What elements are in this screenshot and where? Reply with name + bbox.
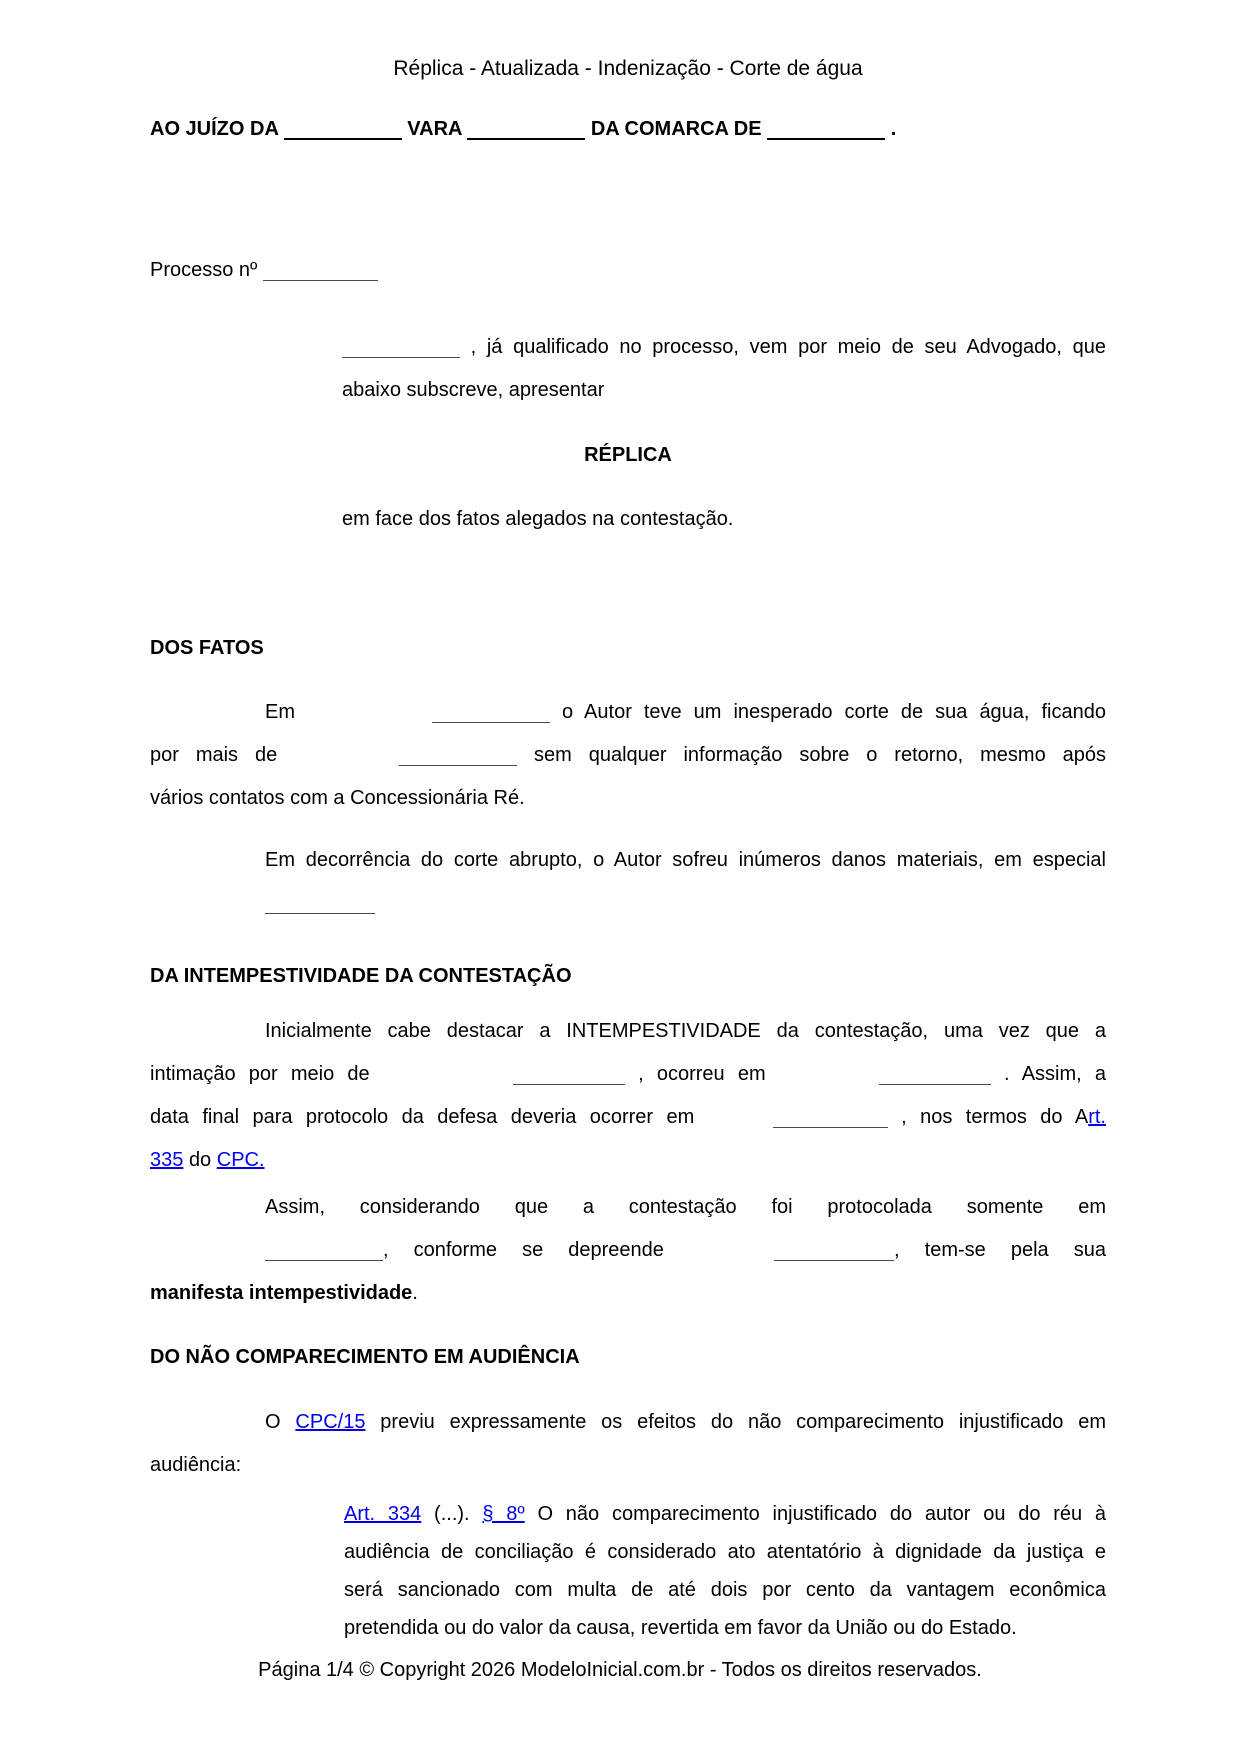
fatos-p2-line-1: Em decorrência do corte abrupto, o Autor sofreu inúmeros danos materiais, em especial [265, 849, 1106, 871]
intemp-text-2b: , ocorreu em [638, 1063, 766, 1085]
em-face-line: em face dos fatos alegados na contestação. [342, 508, 734, 530]
intro-line-2: abaixo subscreve, apresentar [342, 379, 605, 401]
blank-field-comarca [767, 118, 885, 140]
intemp-p2-period: . [412, 1282, 418, 1304]
intemp-p2-line-2 [150, 1229, 1106, 1272]
intempestividade-paragraph-2 [150, 1186, 1106, 1315]
intro-text-1: , já qualificado no processo, vem por meio de seu Advogado, que [470, 336, 1106, 358]
fatos-text-1b: o Autor teve um inesperado corte de sua água, ficando [562, 701, 1106, 723]
court-text-1: AO JUÍZO DA [150, 118, 279, 140]
aud-p1-line-1 [150, 1401, 1106, 1444]
intemp-text-3b: , nos termos do A [901, 1106, 1089, 1128]
section-heading-audiencia: DO NÃO COMPARECIMENTO EM AUDIÊNCIA [150, 1346, 580, 1368]
intemp-text-2c: . Assim, a [1004, 1063, 1107, 1085]
court-text-3: DA COMARCA DE [590, 118, 762, 140]
intemp-p1-line-1: Inicialmente cabe destacar a INTEMPESTIVIDADE da contestação, uma vez que a [265, 1020, 1106, 1042]
quote-text-1: O não comparecimento injustificado do autor ou do réu à [537, 1503, 1107, 1525]
court-text-2: VARA [407, 118, 462, 140]
intemp-p2-text-2b: , tem-se pela sua [894, 1239, 1106, 1261]
law-quote-block [344, 1495, 1106, 1647]
link-art-334[interactable]: Art. 334 [344, 1503, 422, 1525]
intemp-p1-line-4 [150, 1139, 1106, 1182]
blank-field-intimation-date [879, 1064, 991, 1085]
case-number-label: Processo nº [150, 259, 258, 281]
blank-field-vara-type [467, 118, 585, 140]
fatos-text-1a: Em [265, 701, 295, 723]
blank-field-deadline-date [773, 1107, 888, 1128]
document-title: Réplica - Atualizada - Indenização - Corte de água [393, 57, 863, 80]
section-heading-dos-fatos: DOS FATOS [150, 637, 264, 659]
link-335[interactable]: 335 [150, 1149, 184, 1171]
court-address-line [150, 108, 1106, 151]
blank-field-intimation-means [513, 1064, 625, 1085]
intro-paragraph [342, 326, 1106, 412]
aud-text-1a: O [265, 1411, 281, 1433]
blank-field-evidence [774, 1240, 894, 1261]
fatos-paragraph-2 [150, 839, 1106, 925]
quote-line-1 [344, 1495, 1106, 1533]
fatos-paragraph-1 [150, 691, 1106, 820]
link-paragraph-8[interactable]: § 8º [482, 1503, 525, 1525]
blank-field-vara-number [284, 118, 402, 140]
intemp-p2-line-1: Assim, considerando que a contestação foi protocolada somente em [265, 1196, 1106, 1218]
quote-line-4: pretendida ou do valor da causa, revertida em favor da União ou do Estado. [344, 1617, 1017, 1639]
fatos-text-2b: sem qualquer informação sobre o retorno, mesmo após [534, 744, 1106, 766]
case-number-line [150, 249, 1106, 292]
blank-field-author-name [342, 337, 460, 358]
section-heading-intempestividade: DA INTEMPESTIVIDADE DA CONTESTAÇÃO [150, 965, 572, 987]
intemp-p1-line-3 [150, 1096, 1106, 1139]
intro-line-1 [342, 326, 1106, 369]
blank-field-case-number [263, 260, 378, 281]
fatos-text-2a: por mais de [150, 744, 278, 766]
aud-text-1b: previu expressamente os efeitos do não comparecimento injustificado em [380, 1411, 1106, 1433]
link-cpc[interactable]: CPC. [216, 1149, 265, 1171]
court-text-period: . [890, 118, 897, 140]
blank-field-duration [399, 745, 517, 766]
intemp-p2-line-3 [150, 1272, 1106, 1315]
link-art-335-part[interactable]: rt. [1088, 1106, 1106, 1128]
link-cpc15[interactable]: CPC/15 [295, 1411, 366, 1433]
intemp-p2-text-2a: , conforme se depreende [383, 1239, 664, 1261]
replica-heading: RÉPLICA [584, 444, 672, 466]
aud-p1-line-2: audiência: [150, 1454, 242, 1476]
intemp-p1-line-2 [150, 1053, 1106, 1096]
intemp-text-4-mid: do [188, 1149, 212, 1171]
fatos-p2-line-2 [150, 882, 1106, 925]
intemp-text-3a: data final para protocolo da defesa deveria ocorrer em [150, 1106, 695, 1128]
fatos-p1-line-3: vários contatos com a Concessionária Ré. [150, 787, 525, 809]
blank-field-damages [265, 893, 375, 914]
fatos-p1-line-1 [150, 691, 1106, 734]
intemp-text-2a: intimação por meio de [150, 1063, 370, 1085]
quote-ellipsis: (...). [434, 1503, 470, 1525]
blank-field-protocol-date [265, 1240, 383, 1261]
fatos-p1-line-2 [150, 734, 1106, 777]
quote-line-3: será sancionado com multa de até dois por cento da vantagem econômica [344, 1579, 1106, 1601]
intemp-p2-bold-text: manifesta intempestividade [150, 1282, 413, 1304]
page-footer: Página 1/4 © Copyright 2026 ModeloInicial.com.br - Todos os direitos reservados. [258, 1659, 982, 1681]
quote-line-2: audiência de conciliação é considerado ato atentatório à dignidade da justiça e [344, 1541, 1106, 1563]
intempestividade-paragraph-1 [150, 1010, 1106, 1182]
audiencia-paragraph-1 [150, 1401, 1106, 1487]
blank-field-cut-date [432, 702, 550, 723]
